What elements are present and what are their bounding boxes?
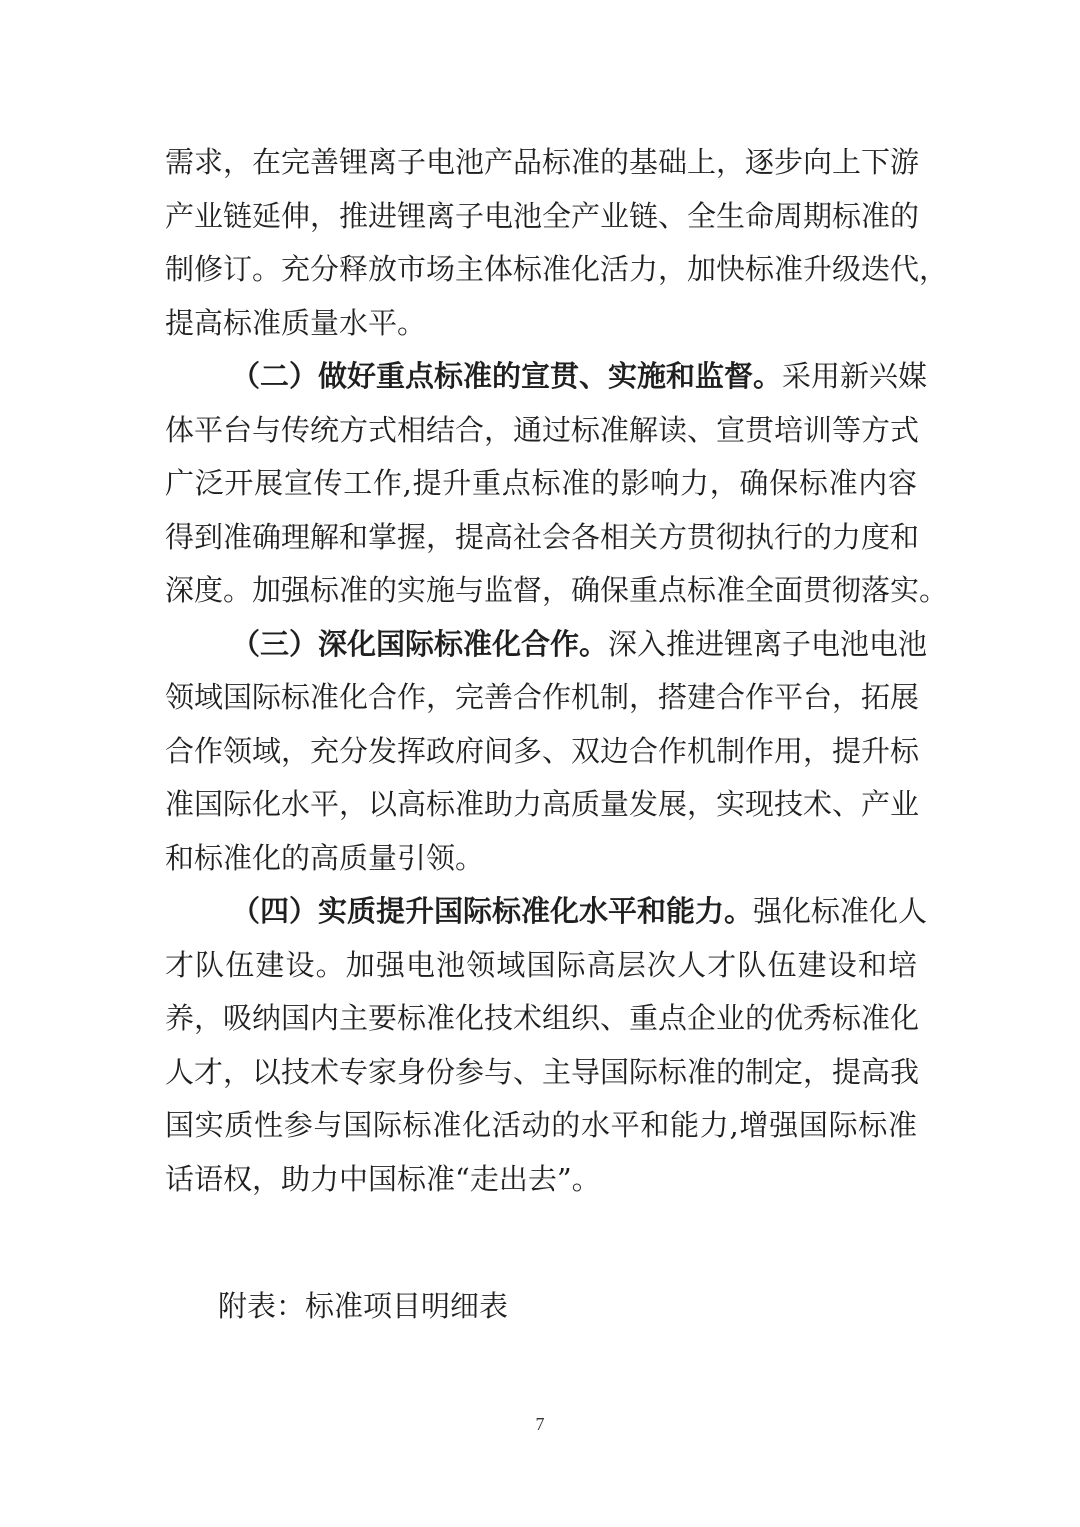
paragraph-4-heading: （四）实质提升国际标准化水平和能力。: [231, 894, 754, 928]
paragraph-4-line-3: 养，吸纳国内主要标准化技术组织、重点企业的优秀标准化: [165, 1001, 920, 1035]
paragraph-2-first-line: [165, 350, 928, 404]
body-text: [165, 136, 949, 1206]
paragraph-4-line-4: 人才，以技术专家身份参与、主导国际标准的制定，提高我: [165, 1054, 920, 1089]
paragraph-3-line-2: 领域国际标准化合作，完善合作机制，搭建合作平台，拓展: [165, 680, 920, 714]
paragraph-2-line-2: 体平台与传统方式相结合，通过标准解读、宣贯培训等方式: [165, 412, 920, 447]
paragraph-3-line-4: 准国际化水平，以高标准助力高质量发展，实现技术、产业: [165, 787, 920, 821]
paragraph-2-heading: （二）做好重点标准的宣贯、实施和监督。: [231, 359, 783, 393]
paragraph-2-line-5: 深度。加强标准的实施与监督，确保重点标准全面贯彻落实。: [165, 573, 949, 607]
paragraph-1-line-1: 需求，在完善锂离子电池产品标准的基础上，逐步向上下游: [165, 145, 920, 179]
paragraph-4-first-line: [165, 885, 928, 939]
attachment-note: 附表：标准项目明细表: [218, 1289, 509, 1323]
paragraph-4-line-5: 国实质性参与国际标准化活动的水平和能力,增强国际标准: [165, 1108, 917, 1142]
paragraph-1-line-4: 提高标准质量水平。: [165, 305, 427, 340]
paragraph-1-line-2: 产业链延伸，推进锂离子电池全产业链、全生命周期标准的: [165, 198, 920, 233]
paragraph-4-line-6: 话语权，助力中国标准“走出去”。: [165, 1161, 601, 1196]
paragraph-2-line-4: 得到准确理解和掌握，提高社会各相关方贯彻执行的力度和: [165, 519, 920, 554]
paragraph-3-first-line-text: 深入推进锂离子电池电池: [608, 626, 928, 661]
page-number: 7: [535, 1414, 545, 1434]
paragraph-3-heading: （三）深化国际标准化合作。: [231, 626, 609, 661]
paragraph-2-first-line-text: 采用新兴媒: [782, 359, 928, 393]
paragraph-3-line-5: 和标准化的高质量引领。: [165, 840, 485, 875]
paragraph-2-line-3: 广泛开展宣传工作,提升重点标准的影响力，确保标准内容: [165, 466, 917, 500]
paragraph-1-line-3: 制修订。充分释放市场主体标准化活力，加快标准升级迭代，: [165, 252, 949, 286]
paragraph-4-first-line-text: 强化标准化人: [753, 894, 928, 928]
paragraph-3-first-line: [165, 618, 928, 672]
paragraph-4-line-2: 才队伍建设。加强电池领域国际高层次人才队伍建设和培: [165, 947, 917, 982]
paragraph-3-line-3: 合作领域，充分发挥政府间多、双边合作机制作用，提升标: [165, 733, 920, 768]
